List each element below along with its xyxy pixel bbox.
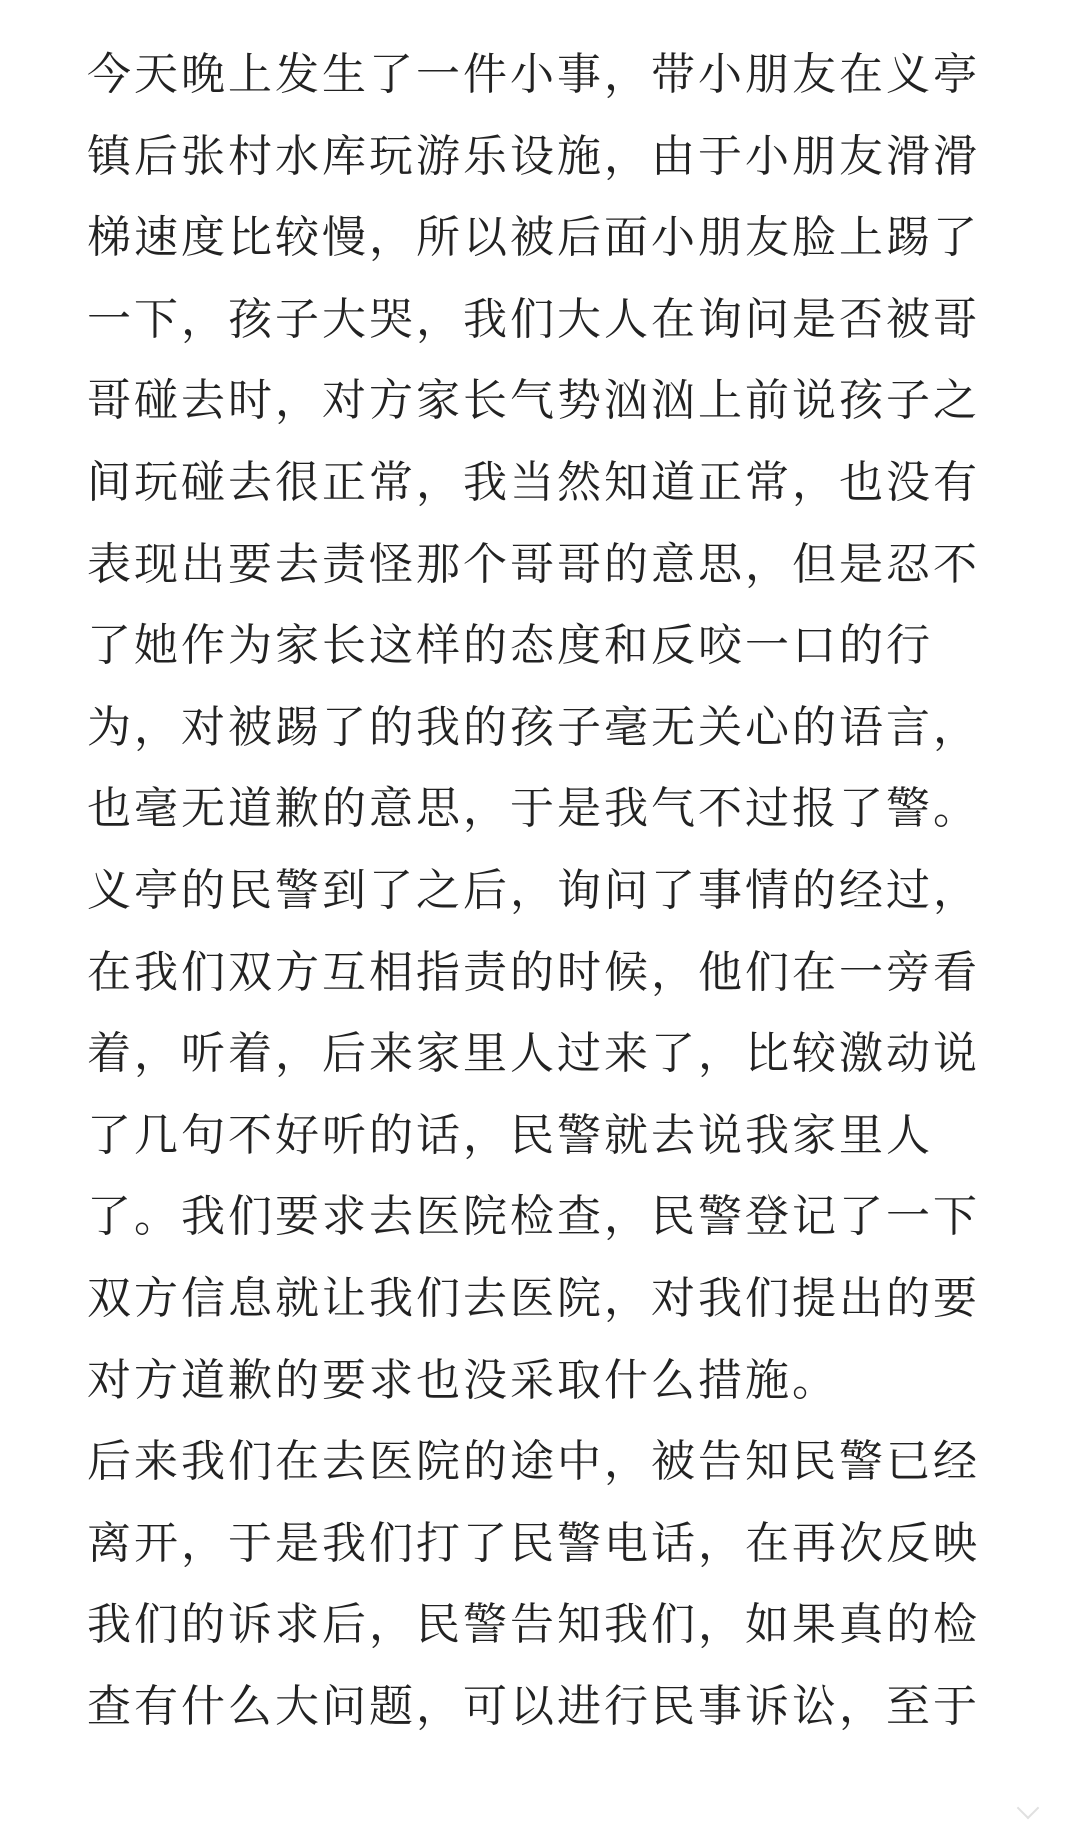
paragraph-3: 后来我们在去医院的途中，被告知民警已经 离开，于是我们打了民警电话，在再次反映 我们的诉求后，民警告知我们，如果真的检 查有什么大问题，可以进行民事诉讼，至于 (87, 1436, 980, 1732)
chevron-down-icon (1017, 1797, 1040, 1820)
paragraph-1: 今天晚上发生了一件小事，带小朋友在义亭 镇后张村水库玩游乐设施，由于小朋友滑滑 梯速度比较慢，所以被后面小朋友脸上踢了 一下，孩子大哭，我们大人在询问是否被哥 哥碰去时，对方家长气势汹汹上前说孩子之 间玩碰去很正常，我当然知道正常，也没有 表现出要去责怪那个哥哥的意思，但是忍不 了她作为家长这样的态度和反咬一口的行 为，对被踢了的我的孩子毫无关心的语言， 也毫无道歉的意思，于是我气不过报了警。 (87, 49, 980, 835)
article-body (87, 34, 1007, 1747)
paragraph-2: 义亭的民警到了之后，询问了事情的经过， 在我们双方互相指责的时候，他们在一旁看 着，听着，后来家里人过来了，比较激动说 了几句不好听的话，民警就去说我家里人 了。我们要求去医院检查，民警登记了一下 双方信息就让我们去医院，对我们提出的要 对方道歉的要求也没采取什么措施。 (87, 864, 980, 1406)
